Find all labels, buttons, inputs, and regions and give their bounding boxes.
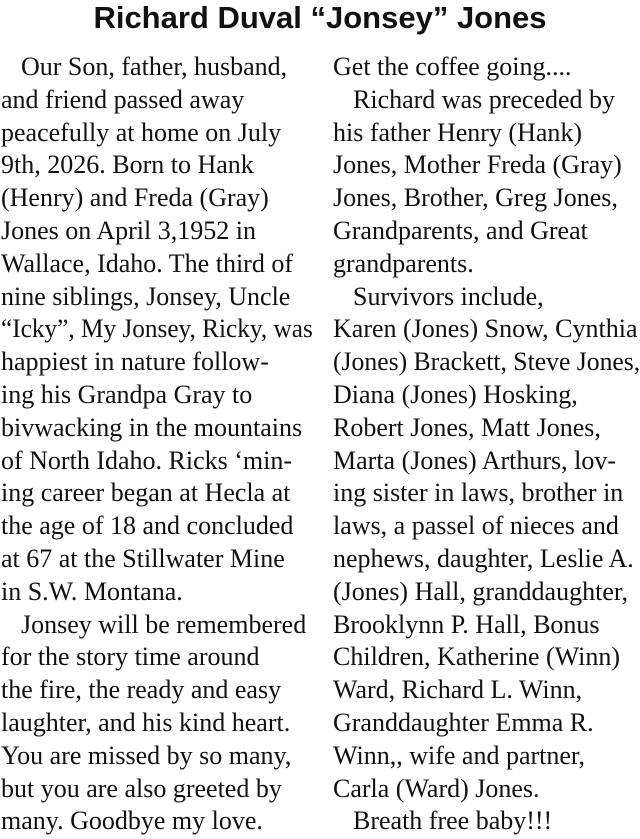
text-line: but you are also greeted by [1,773,282,803]
text-line: nephews, daughter, Leslie A. [333,543,634,573]
text-line: laws, a passel of nieces and [333,511,619,541]
text-line: Diana (Jones) Hosking, [333,379,578,409]
text-line: bivwacking in the mountains [1,412,303,442]
text-line: Our Son, father, husband, [21,52,288,81]
text-line: laughter, and his kind heart. [1,707,291,737]
text-line: Karen (Jones) Snow, Cynthia [333,314,638,344]
text-line: and friend passed away [1,84,245,114]
text-line: Jones, Mother Freda (Gray) [333,150,622,180]
text-line: (Jones) Brackett, Steve Jones, [333,347,640,377]
text-line: Marta (Jones) Arthurs, lov- [333,445,617,475]
text-line: Jonsey will be remembered [21,609,307,639]
text-line: the fire, the ready and easy [1,675,282,705]
left-column [1,51,313,838]
text-line: Richard was preceded by [353,84,616,114]
text-line: (Henry) and Freda (Gray) [1,183,269,213]
text-line: Granddaughter Emma R. [333,707,594,737]
text-line: (Jones) Hall, granddaughter, [333,576,628,606]
text-line: Winn,, wife and partner, [333,740,586,770]
obituary-title: Richard Duval “Jonsey” Jones [93,0,547,35]
text-line: many. Goodbye my love. [1,806,263,836]
text-line: peacefully at home on July [1,117,282,147]
text-line: Wallace, Idaho. The third of [1,248,293,278]
text-line: Jones, Brother, Greg Jones, [333,183,618,213]
text-line: Robert Jones, Matt Jones, [333,412,601,442]
text-line: his father Henry (Hank) [333,117,583,147]
text-line: in S.W. Montana. [1,576,183,606]
text-line: Ward, Richard L. Winn, [333,675,583,705]
text-line: nine siblings, Jonsey, Uncle [1,281,291,311]
text-line: Brooklynn P. Hall, Bonus [333,609,600,639]
text-line: Children, Katherine (Winn) [333,642,621,672]
text-line: grandparents. [333,248,474,278]
text-line: Get the coffee going.... [333,52,572,81]
text-line: at 67 at the Stillwater Mine [1,543,285,573]
text-line: Jones on April 3,1952 in [1,215,256,245]
text-line: the age of 18 and concluded [1,511,294,541]
text-line: ing career began at Hecla at [1,478,291,508]
text-line: 9th, 2026. Born to Hank [1,150,254,180]
text-line: You are missed by so many, [1,740,292,770]
text-line: Survivors include, [353,281,544,311]
text-line: ing sister in laws, brother in [333,478,624,508]
text-line: Carla (Ward) Jones. [333,773,540,803]
text-line: of North Idaho. Ricks ‘min- [1,445,293,475]
text-line: happiest in nature follow- [1,347,269,377]
text-line: ing his Grandpa Gray to [1,379,253,409]
right-column [333,51,640,838]
text-line: for the story time around [1,642,260,672]
text-line: Breath free baby!!! [353,806,553,836]
text-line: “Icky”, My Jonsey, Ricky, was [1,314,313,344]
text-line: Grandparents, and Great [333,215,588,245]
